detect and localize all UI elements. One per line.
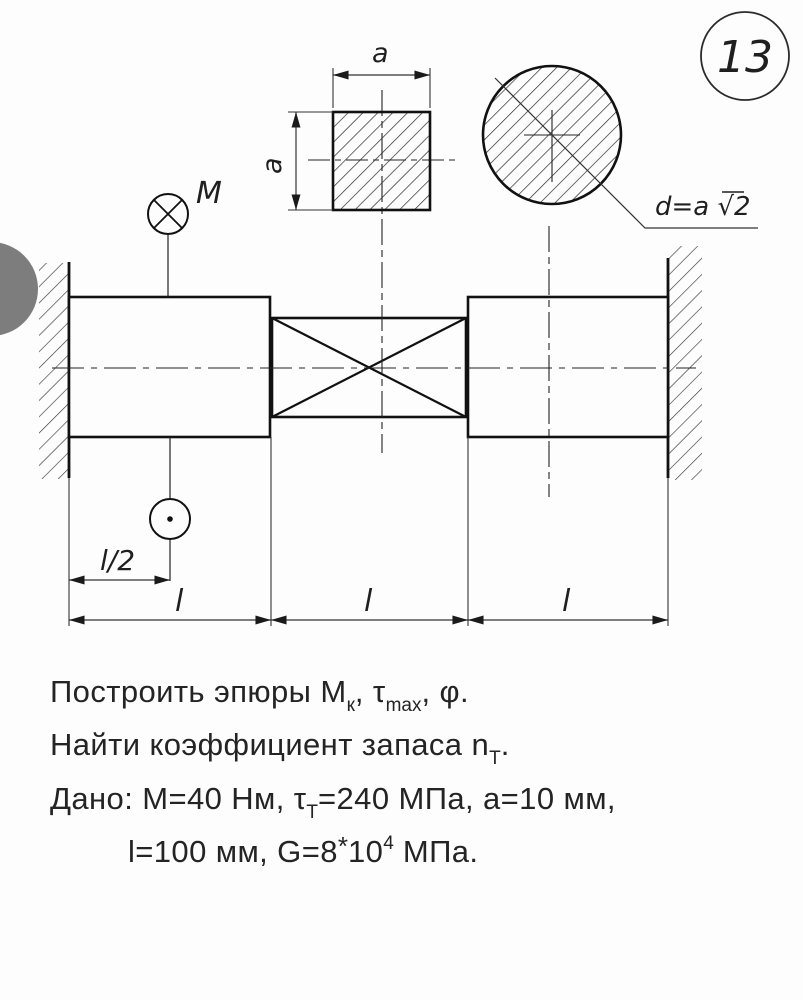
dim-l-right-label: l <box>562 584 571 619</box>
square-height-dimension <box>257 112 333 210</box>
diameter-label: d=a √2 <box>655 192 751 222</box>
line4-superscript-4: 4 <box>383 833 394 854</box>
line3-text: =240 МПа, a=10 мм, <box>318 781 616 816</box>
shaft-left-section <box>69 297 270 437</box>
problem-line-3 <box>50 781 616 823</box>
problem-number: 13 <box>717 32 773 83</box>
right-wall <box>668 246 702 480</box>
right-wall-hatch <box>668 246 702 480</box>
moment-label: M <box>196 176 222 211</box>
edge-overlay-blob <box>0 242 38 336</box>
line1-subscript-k: к <box>346 695 355 716</box>
square-width-label: a <box>372 38 389 69</box>
problem-line-4 <box>128 831 479 870</box>
dim-l-mid-label: l <box>364 584 373 619</box>
problem-line-1 <box>50 674 470 716</box>
square-height-label: a <box>257 157 288 174</box>
line1-text: , τ <box>354 674 386 709</box>
left-wall-hatch <box>39 263 69 479</box>
square-cross-section <box>257 38 456 210</box>
line1-text: , φ. <box>421 674 470 709</box>
dim-l-left-label: l <box>175 584 184 619</box>
line2-subscript-t: Т <box>489 748 501 769</box>
moment-into-page-icon <box>148 176 222 297</box>
moment-out-of-page-icon <box>150 437 190 581</box>
line2-text: Найти коэффициент запаса n <box>50 727 490 762</box>
dimension-l-segments <box>69 584 668 620</box>
line1-subscript-max: max <box>385 695 422 716</box>
line3-subscript-t: Т <box>306 802 319 823</box>
left-wall <box>39 262 69 479</box>
line1-text: Построить эпюры М <box>50 674 347 709</box>
dimension-l-half <box>69 544 170 580</box>
problem-line-2 <box>50 727 510 769</box>
dim-l-half-label: l/2 <box>100 544 136 577</box>
line4-text: l=100 мм, G=8 <box>128 834 338 869</box>
line4-multiply-star: * <box>337 831 348 861</box>
shaft-right-section <box>468 297 668 437</box>
line2-text: . <box>500 727 510 762</box>
line3-text: Дано: M=40 Нм, τ <box>50 781 307 816</box>
line4-text: МПа. <box>393 834 479 869</box>
problem-number-badge <box>701 12 789 100</box>
line4-text: 10 <box>347 834 384 869</box>
